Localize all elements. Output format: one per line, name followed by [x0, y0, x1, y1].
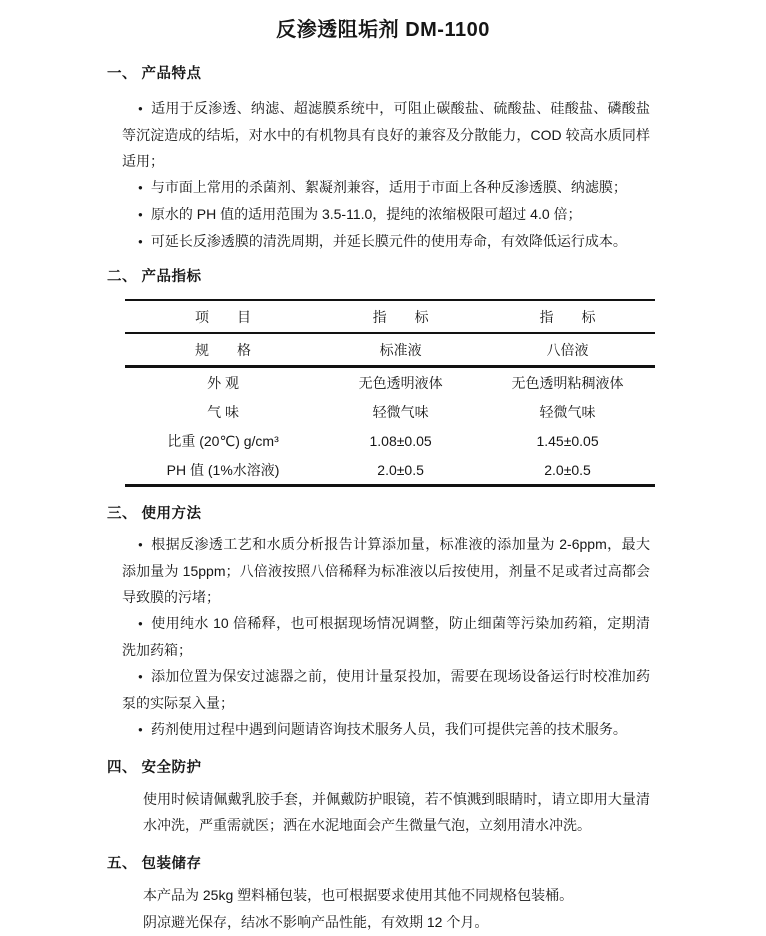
- list-item: [122, 201, 650, 228]
- list-item: [122, 610, 650, 663]
- feature-text: 适用于反渗透、纳滤、超滤膜系统中，可阻止碳酸盐、硫酸盐、硅酸盐、磷酸盐等沉淀造成的结垢，对水中的有机物具有良好的兼容及分散能力，COD 较高水质同样适用；: [122, 100, 650, 169]
- section-heading-safety: 四、 安全防护: [107, 760, 202, 776]
- cell-appearance-standard: 无色透明液体: [358, 374, 443, 391]
- cell-density-label: 比重 (20℃) g/cm³: [167, 432, 279, 449]
- usage-text: 使用纯水 10 倍稀释，也可根据现场情况调整，防止细菌等污染加药箱，定期清洗加药箱；: [122, 615, 650, 658]
- column-header-8x-liquid: 八倍液: [480, 333, 655, 367]
- doc-title: 反渗透阻垢剂 DM-1100: [276, 19, 490, 41]
- section-usage: [0, 505, 766, 743]
- table-row: [125, 455, 655, 486]
- features-list: [0, 95, 766, 255]
- cell-appearance-label: 外 观: [207, 374, 239, 391]
- list-item: [122, 174, 650, 201]
- list-item: [122, 531, 650, 610]
- safety-paragraphs: [0, 786, 766, 838]
- table-header-row: [125, 300, 655, 333]
- table-row: [125, 426, 655, 455]
- section-specs: [0, 268, 766, 487]
- cell-density-standard: 1.08±0.05: [369, 432, 432, 449]
- cell-appearance-8x: 无色透明粘稠液体: [511, 374, 624, 391]
- cell-ph-8x: 2.0±0.5: [544, 461, 591, 478]
- list-item: [122, 228, 650, 255]
- column-header-spec: 规 格: [125, 333, 321, 367]
- cell-odor-8x: 轻微气味: [539, 403, 596, 420]
- usage-text: 添加位置为保安过滤器之前，使用计量泵投加，需要在现场设备运行时校准加药泵的实际泵入量；: [122, 668, 650, 711]
- cell-ph-label: PH 值 (1%水溶液): [166, 461, 280, 478]
- section-heading-specs: 二、 产品指标: [107, 269, 202, 285]
- bullet-icon: ●: [138, 183, 143, 192]
- list-item: [122, 716, 650, 743]
- feature-text: 原水的 PH 值的适用范围为 3.5-11.0，提纯的浓缩极限可超过 4.0 倍；: [150, 206, 582, 222]
- usage-text: 根据反渗透工艺和水质分析报告计算添加量，标准液的添加量为 2-6ppm，最大添加量为 15ppm；八倍液按照八倍稀释为标准液以后按使用，剂量不足或者过高都会导致膜的污堵；: [122, 536, 650, 605]
- table-header-row: [125, 333, 655, 367]
- section-heading-usage: 三、 使用方法: [107, 506, 202, 522]
- usage-list: [0, 531, 766, 743]
- column-header-standard-liquid: 标准液: [321, 333, 480, 367]
- storage-text: 阴凉避光保存，结冰不影响产品性能，有效期 12 个月。: [143, 914, 489, 930]
- feature-text: 可延长反渗透膜的清洗周期，并延长膜元件的使用寿命，有效降低运行成本。: [150, 233, 627, 249]
- column-header-indicator-2: 指 标: [480, 300, 655, 333]
- usage-text: 药剂使用过程中遇到问题请咨询技术服务人员，我们可提供完善的技术服务。: [150, 721, 627, 737]
- table-row: [125, 397, 655, 426]
- bullet-icon: ●: [138, 210, 143, 219]
- cell-odor-standard: 轻微气味: [372, 403, 429, 420]
- section-heading-features: 一、 产品特点: [107, 66, 202, 82]
- column-header-item: 项 目: [125, 300, 321, 333]
- bullet-icon: ●: [138, 619, 143, 628]
- list-item: [122, 95, 650, 174]
- section-features: [0, 65, 766, 255]
- storage-text: 本产品为 25kg 塑料桶包装，也可根据要求使用其他不同规格包装桶。: [143, 887, 574, 903]
- section-safety: [0, 759, 766, 838]
- cell-ph-standard: 2.0±0.5: [377, 461, 424, 478]
- section-storage: [0, 855, 766, 936]
- column-header-indicator-1: 指 标: [321, 300, 480, 333]
- bullet-icon: ●: [138, 237, 143, 246]
- list-item: [122, 663, 650, 716]
- bullet-icon: ●: [138, 725, 143, 734]
- feature-text: 与市面上常用的杀菌剂、絮凝剂兼容，适用于市面上各种反渗透膜、纳滤膜；: [150, 179, 627, 195]
- cell-density-8x: 1.45±0.05: [536, 432, 599, 449]
- bullet-icon: ●: [138, 104, 143, 113]
- safety-text: 使用时候请佩戴乳胶手套，并佩戴防护眼镜，若不慎溅到眼睛时，请立即用大量清水冲洗，严重需就医；洒在水泥地面会产生微量气泡，立刻用清水冲洗。: [143, 791, 650, 833]
- cell-odor-label: 气 味: [207, 403, 239, 420]
- bullet-icon: ●: [138, 672, 143, 681]
- table-row: [125, 367, 655, 398]
- bullet-icon: ●: [138, 540, 143, 549]
- spec-table: [125, 299, 655, 487]
- storage-paragraphs: [0, 882, 766, 936]
- section-heading-storage: 五、 包装储存: [107, 856, 202, 872]
